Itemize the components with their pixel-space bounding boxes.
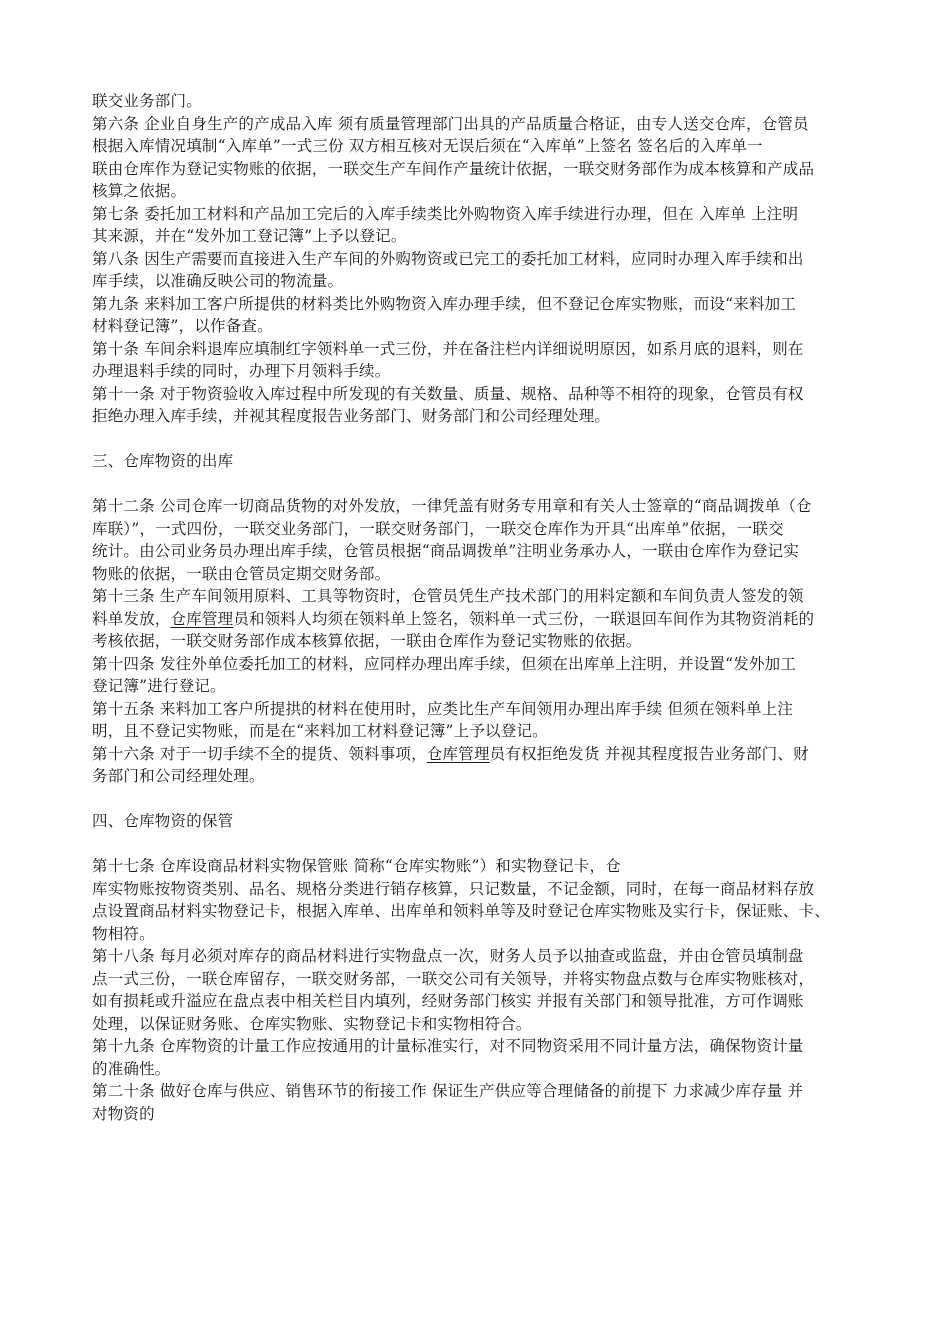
text-line: 第九条 来料加工客户所提供的材料类比外购物资入库办理手续，但不登记仓库实物账，而设“来料加工 (92, 294, 797, 313)
text-line: 材料登记簿”，以作备查。 (92, 317, 273, 335)
text-line: 处理，以保证财务账、仓库实物账、实物登记卡和实物相符合。 (92, 1014, 532, 1033)
text-line: 第六条 企业自身生产的产成品入库 须有质量管理部门出具的产品质量合格证，由专人送交仓库，仓管员 (92, 114, 809, 133)
text-line: 点设置商品材料实物登记卡，根据入库单、出库单和领料单等及时登记仓库实物账及实行卡，保证账、卡、 (92, 902, 830, 920)
document-page (92, 90, 862, 1125)
text-line: 库联）”，一式四份，一联交业务部门，一联交财务部门，一联交仓库作为开具“出库单”依据，一联交 (92, 519, 784, 538)
text-line: 点一式三份，一联仓库留存，一联交财务部，一联交公司有关领导，并将实物盘点数与仓库实物账核对， (92, 969, 815, 988)
blank-line (92, 833, 862, 856)
text-line: 第十五条 来料加工客户所提拱的材料在使用时，应类比生产车间领用办理出库手续 但须在领料单上注 (92, 699, 794, 718)
section-heading: 三、仓库物资的出库 (92, 452, 234, 470)
text-line: 库手续，以准确反映公司的物流量。 (92, 272, 344, 290)
text-line: 第十八条 每月必须对库存的商品材料进行实物盘点一次，财务人员予以抽查或监盘，并由仓管员填制盘 (92, 947, 804, 965)
text-line: 考核依据，一联交财务部作成本核算依据，一联由仓库作为登记实物账的依据。 (92, 632, 642, 650)
text-line (92, 608, 862, 631)
text-line: 的准确性。 (92, 1059, 171, 1078)
text-line: 其来源，并在“发外加工登记簿”上予以登记。 (92, 227, 407, 245)
text-line: 第十二条 公司仓库一切商品货物的对外发放，一律凭盖有财务专用章和有关人士签章的“商品调拨单（仓 (92, 497, 812, 515)
text-line (92, 743, 862, 766)
text-line: 登记簿”进行登记。 (92, 677, 226, 695)
text-line: 核算之依据。 (92, 182, 187, 200)
text-line: 联由仓库作为登记实物账的依据，一联交生产车间作产量统计依据，一联交财务部作为成本核算和产成品 (92, 159, 815, 178)
text-line: 统计。由公司业务员办理出库手续，仓管员根据“商品调拨单”注明业务承办人，一联由仓库作为登记实 (92, 542, 800, 560)
text-line: 库实物账按物资类别、品名、规格分类进行销存核算，只记数量，不记金额，同时，在每一商品材料存放 (92, 879, 815, 898)
text-line: 第十一条 对于物资验收入库过程中所发现的有关数量、质量、规格、品种等不相符的现象，仓管员有权 (92, 384, 804, 403)
line-prefix: 第十六条 对于一切手续不全的提货、领料事项， (92, 744, 427, 763)
text-line: 第十四条 发往外单位委托加工的材料，应同样办理出库手续，但须在出库单上注明，并设置“发外加工 (92, 654, 797, 673)
text-line: 对物资的 (92, 1104, 155, 1123)
blank-line (92, 428, 862, 451)
line-suffix: 员有权拒绝发货 并视其程度报告业务部门、财 (489, 744, 809, 763)
text-line: 根据入库情况填制“入库单”一式三份 双方相互核对无误后须在“入库单”上签名 签名后的入库单一 (92, 137, 763, 155)
text-line: 联交业务部门。 (92, 92, 202, 110)
text-line: 第十七条 仓库设商品材料实物保管账 简称“仓库实物账”）和实物登记卡，仓 (92, 857, 621, 875)
text-line: 物账的依据，一联由仓管员定期交财务部。 (92, 564, 391, 583)
line-suffix: 员和领料人均须在领料单上签名，领料单一式三份，一联退回车间作为其物资消耗的 (233, 609, 815, 628)
blank-line (92, 788, 862, 811)
section-heading: 四、仓库物资的保管 (92, 812, 234, 830)
warehouse-management-link[interactable]: 仓库管理 (170, 609, 234, 628)
text-line: 办理退料手续的同时，办理下月领料手续。 (92, 362, 391, 380)
line-prefix: 料单发放， (92, 609, 171, 628)
text-line: 第十条 车间余料退库应填制红字领料单一式三份，并在备注栏内详细说明原因，如系月底的退料，则在 (92, 339, 804, 358)
text-line: 明，且不登记实物账，而是在“来料加工材料登记簿”上予以登记。 (92, 722, 548, 740)
text-line: 拒绝办理入库手续，并视其程度报告业务部门、财务部门和公司经理处理。 (92, 407, 611, 425)
blank-line (92, 473, 862, 496)
text-line: 物相符。 (92, 924, 155, 943)
text-line: 第十三条 生产车间领用原料、工具等物资时，仓管员凭生产技术部门的用料定额和车间负责人签发的领 (92, 587, 804, 605)
warehouse-management-link[interactable]: 仓库管理 (426, 744, 490, 763)
text-line: 务部门和公司经理处理。 (92, 767, 265, 785)
text-line: 如有损耗或升溢应在盘点表中相关栏目内填列，经财务部门核实 并报有关部门和领导批准，方可作调账 (92, 992, 804, 1010)
text-line: 第七条 委托加工材料和产品加工完后的入库手续类比外购物资入库手续进行办理，但在 入库单 上注明 (92, 204, 799, 223)
text-line: 第八条 因生产需要而直接进入生产车间的外购物资或已完工的委托加工材料，应同时办理入库手续和出 (92, 249, 804, 268)
text-line: 第十九条 仓库物资的计量工作应按通用的计量标准实行，对不同物资采用不同计量方法，确保物资计量 (92, 1037, 804, 1055)
text-line: 第二十条 做好仓库与供应、销售环节的衔接工作 保证生产供应等合理储备的前提下 力求减少库存量 并 (92, 1082, 804, 1100)
